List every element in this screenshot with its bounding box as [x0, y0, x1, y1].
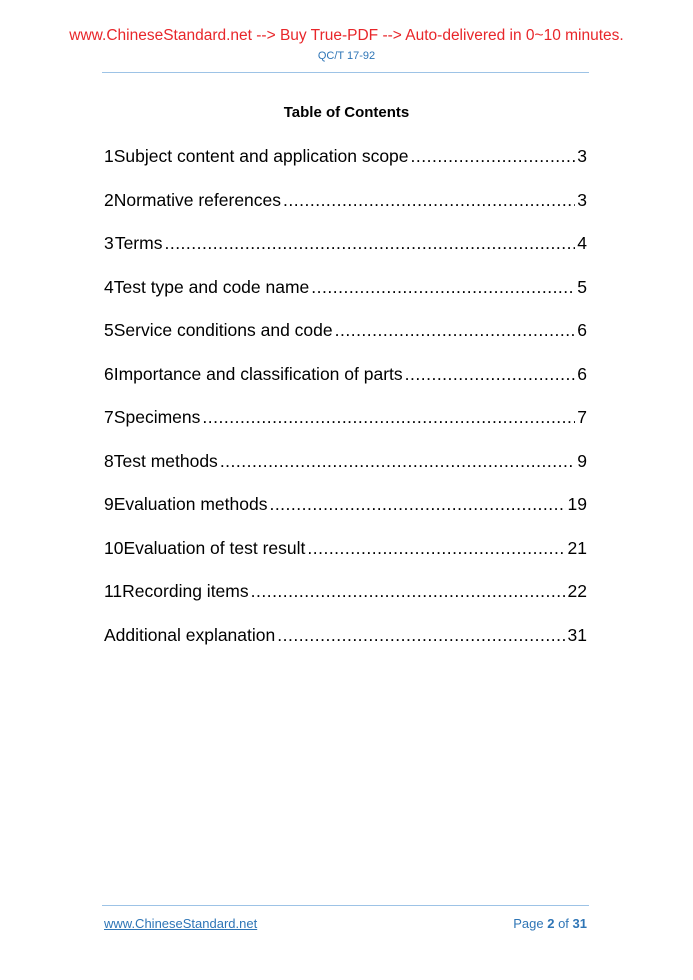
standard-code: QC/T 17-92: [317, 50, 376, 62]
dot-leader: [220, 446, 575, 476]
toc-entry-page: 7: [577, 407, 587, 427]
dot-leader: [283, 185, 575, 215]
header-divider: [102, 72, 589, 73]
page-prefix: Page: [513, 916, 544, 931]
toc-entry-number: 1: [104, 146, 114, 166]
toc-entry-page: 3: [577, 146, 587, 166]
toc-entry-title: Evaluation methods: [113, 494, 268, 514]
toc-entry-number: 7: [104, 407, 114, 427]
toc-entry-page: 5: [577, 276, 587, 297]
toc-entry-number: 3: [104, 233, 114, 253]
dot-leader: [307, 533, 565, 563]
dot-leader: [405, 359, 576, 389]
page-separator: of: [558, 916, 569, 931]
dot-leader: [277, 620, 565, 650]
toc-entry-number: 5: [104, 320, 114, 340]
dot-leader: [164, 228, 575, 258]
toc-entry-title: Recording items: [122, 581, 249, 601]
toc-entry-3[interactable]: [104, 228, 587, 272]
toc-entry-number: 4: [104, 276, 114, 297]
dot-leader: [251, 576, 566, 606]
toc-entry-10[interactable]: [104, 533, 587, 577]
toc-entry-title: Service conditions and code: [113, 320, 333, 340]
footer-website-link[interactable]: www.ChineseStandard.net: [104, 916, 258, 931]
dot-leader: [311, 272, 575, 302]
toc-entry-page: 19: [567, 494, 587, 514]
toc-entry-number: 8: [104, 450, 114, 471]
dot-leader: [202, 402, 575, 432]
toc-entry-title: Test methods: [113, 450, 218, 471]
toc-entry-number: 11: [104, 581, 123, 601]
total-pages: 31: [572, 916, 587, 931]
dot-leader: [335, 315, 576, 345]
toc-entry-number: 9: [104, 494, 114, 514]
toc-entry-9[interactable]: [104, 489, 587, 533]
toc-entry-1[interactable]: [104, 141, 587, 185]
footer-divider: [102, 905, 589, 906]
toc-entry-title: Subject content and application scope: [113, 146, 409, 166]
toc-entry-page: 6: [577, 320, 587, 340]
toc-entry-7[interactable]: [104, 402, 587, 446]
toc-entry-page: 22: [567, 581, 587, 601]
toc-entry-additional[interactable]: [104, 620, 587, 664]
toc-entry-page: 21: [567, 537, 587, 558]
toc-entry-6[interactable]: [104, 359, 587, 403]
toc-entry-title: Terms: [114, 233, 163, 253]
toc-entry-number: 2: [104, 189, 114, 210]
page-indicator: [513, 916, 587, 931]
dot-leader: [411, 141, 576, 171]
toc-entry-title: Specimens: [113, 407, 201, 427]
toc-entry-title: Evaluation of test result: [123, 537, 306, 558]
toc-entry-title: Normative references: [113, 189, 282, 210]
toc-entry-title: Importance and classification of parts: [113, 363, 403, 384]
toc-entry-page: 31: [567, 624, 587, 645]
toc-entry-page: 6: [577, 363, 587, 384]
header-banner[interactable]: www.ChineseStandard.net --> Buy True-PDF --> Auto-delivered in 0~10 minutes.: [69, 27, 624, 44]
toc-entry-page: 3: [577, 189, 587, 210]
toc-entry-8[interactable]: [104, 446, 587, 490]
toc-list: [104, 141, 587, 663]
toc-entry-page: 4: [577, 233, 587, 253]
toc-entry-number: 6: [104, 363, 114, 384]
toc-entry-title: Additional explanation: [104, 624, 276, 645]
current-page-number: 2: [547, 916, 555, 931]
toc-entry-page: 9: [577, 450, 587, 471]
toc-entry-title: Test type and code name: [113, 276, 310, 297]
toc-entry-5[interactable]: [104, 315, 587, 359]
toc-entry-11[interactable]: [104, 576, 587, 620]
toc-entry-2[interactable]: [104, 185, 587, 229]
dot-leader: [269, 489, 565, 519]
toc-title: Table of Contents: [283, 104, 410, 121]
toc-entry-number: 10: [104, 537, 124, 558]
toc-entry-4[interactable]: [104, 272, 587, 316]
